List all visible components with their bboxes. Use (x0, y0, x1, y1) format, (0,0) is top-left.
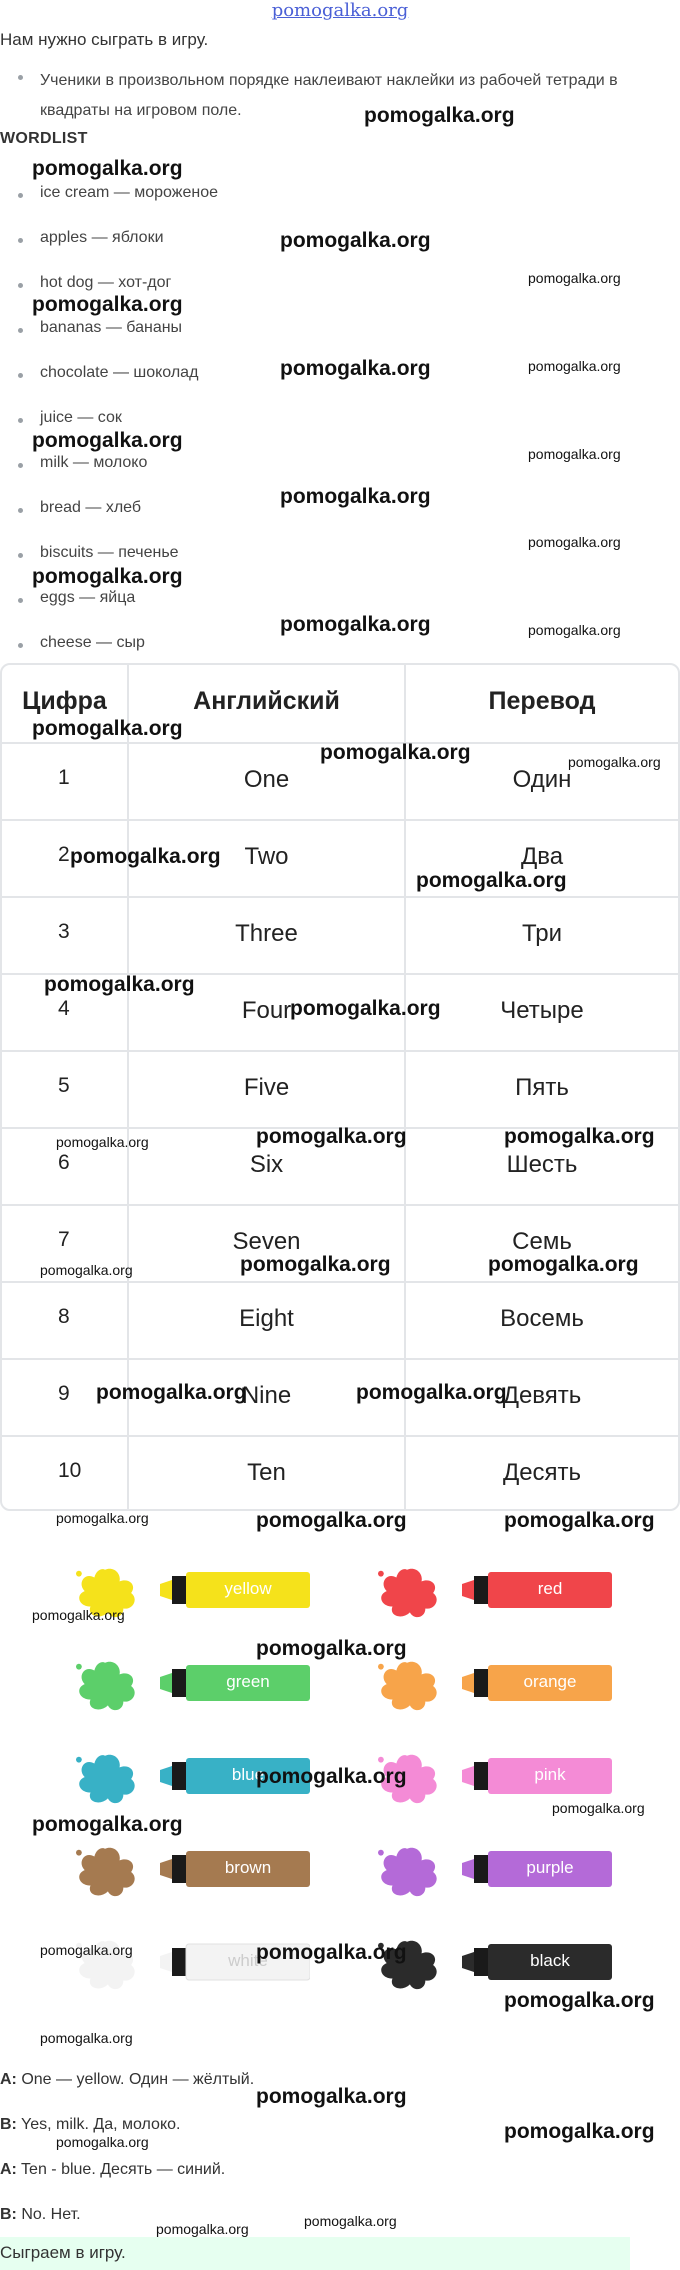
watermark: pomogalka.org (568, 754, 661, 770)
table-row-divider (2, 896, 678, 898)
table-cell-translation: Десять (502, 1459, 582, 1486)
watermark: pomogalka.org (32, 1813, 183, 1836)
watermark: pomogalka.org (290, 997, 441, 1020)
watermark: pomogalka.org (40, 2030, 133, 2046)
watermark: pomogalka.org (32, 157, 183, 180)
table-cell-translation: Два (520, 843, 564, 870)
paint-splat-icon (372, 1843, 442, 1901)
footer-bar (0, 2237, 630, 2270)
watermark: pomogalka.org (44, 973, 195, 996)
watermark: pomogalka.org (256, 1637, 407, 1660)
table-cell-english: Nine (241, 1382, 292, 1409)
dialogue-speaker: B: (0, 2206, 17, 2223)
table-cell-english: Four (241, 997, 292, 1024)
table-cell-digit: 6 (58, 1151, 70, 1174)
watermark: pomogalka.org (528, 270, 621, 286)
watermark: pomogalka.org (256, 1941, 407, 1964)
watermark: pomogalka.org (504, 1509, 655, 1532)
watermark: pomogalka.org (256, 1765, 407, 1788)
color-label: yellow (224, 1579, 272, 1598)
table-cell-english: Seven (232, 1228, 301, 1255)
watermark: pomogalka.org (156, 2221, 249, 2237)
table-cell-translation: Четыре (500, 997, 584, 1024)
table-row-divider (2, 1435, 678, 1437)
wordlist-item-text: juice — сок (40, 409, 122, 426)
color-label: orange (523, 1672, 577, 1691)
table-row-divider (2, 1204, 678, 1206)
watermark: pomogalka.org (40, 1942, 133, 1958)
color-label: black (530, 1951, 570, 1970)
watermark: pomogalka.org (528, 446, 621, 462)
paint-splat-icon (372, 1564, 442, 1622)
watermark: pomogalka.org (416, 869, 567, 892)
watermark: pomogalka.org (488, 1253, 639, 1276)
table-cell-translation: Шесть (506, 1151, 578, 1178)
table-cell-digit: 8 (58, 1305, 70, 1328)
dialogue-line (0, 2116, 180, 2134)
color-label: red (537, 1579, 563, 1598)
watermark: pomogalka.org (280, 229, 431, 252)
watermark: pomogalka.org (56, 1134, 149, 1150)
wordlist-item-text: cheese — сыр (40, 634, 145, 651)
dialogue-speaker: A: (0, 2071, 17, 2088)
dialogue-text: No. Нет. (16, 2206, 81, 2223)
dialogue-speaker: A: (0, 2161, 17, 2178)
site-logo[interactable]: pomogalka.org (271, 0, 409, 21)
wordlist-item-text: bread — хлеб (40, 499, 142, 516)
watermark: pomogalka.org (528, 622, 621, 638)
watermark: pomogalka.org (280, 357, 431, 380)
watermark: pomogalka.org (56, 2134, 149, 2150)
dialogue-text: Ten - blue. Десять — синий. (16, 2161, 226, 2178)
table-header-digit: Цифра (22, 687, 107, 715)
wordlist-item-text: hot dog — хот-дог (40, 274, 172, 291)
watermark: pomogalka.org (256, 2085, 407, 2108)
table-cell-digit: 3 (58, 920, 70, 943)
paint-splat-icon (70, 1843, 140, 1901)
table-cell-translation: Восемь (500, 1305, 584, 1332)
watermark: pomogalka.org (70, 845, 221, 868)
intro-text: Нам нужно сыграть в игру. (0, 30, 209, 49)
watermark: pomogalka.org (304, 2213, 397, 2229)
wordlist-heading: WORDLIST (0, 130, 88, 147)
paint-splat-icon (372, 1657, 442, 1715)
table-row-divider (2, 1358, 678, 1360)
table-cell-digit: 4 (58, 997, 70, 1020)
table-cell-digit: 10 (58, 1459, 82, 1482)
color-label: brown (224, 1858, 272, 1877)
watermark: pomogalka.org (256, 1509, 407, 1532)
watermark: pomogalka.org (256, 1125, 407, 1148)
watermark: pomogalka.org (280, 613, 431, 636)
table-row-divider (2, 1281, 678, 1283)
watermark: pomogalka.org (32, 1607, 125, 1623)
watermark: pomogalka.org (240, 1253, 391, 1276)
watermark: pomogalka.org (32, 565, 183, 588)
table-cell-digit: 5 (58, 1074, 70, 1097)
color-label: blue (231, 1765, 265, 1784)
dialogue-line (0, 2071, 254, 2089)
table-cell-english: Five (243, 1074, 290, 1101)
table-row-divider (2, 819, 678, 821)
table-cell-english: Ten (247, 1459, 286, 1486)
watermark: pomogalka.org (356, 1381, 507, 1404)
wordlist-item-text: bananas — бананы (40, 319, 183, 336)
watermark: pomogalka.org (40, 1262, 133, 1278)
watermark: pomogalka.org (552, 1800, 645, 1816)
color-label: green (226, 1672, 270, 1691)
watermark: pomogalka.org (32, 293, 183, 316)
rules-text: Ученики в произвольном порядке наклеивают наклейки из рабочей тетради в квадраты на игровом поле. (40, 72, 618, 119)
table-cell-english: Three (235, 920, 298, 947)
wordlist-item-text: eggs — яйца (40, 589, 136, 606)
table-cell-translation: Девять (502, 1382, 582, 1409)
table-cell-translation: Семь (512, 1228, 572, 1255)
watermark: pomogalka.org (504, 1125, 655, 1148)
rules-list-item (0, 64, 680, 124)
watermark: pomogalka.org (528, 534, 621, 550)
table-cell-digit: 9 (58, 1382, 70, 1405)
table-cell-translation: Три (521, 920, 563, 947)
dialogue-line (0, 2206, 81, 2224)
table-cell-english: Six (249, 1151, 284, 1178)
watermark: pomogalka.org (32, 429, 183, 452)
table-cell-digit: 2 (58, 843, 70, 866)
wordlist-item-text: milk — молоко (40, 454, 148, 471)
watermark: pomogalka.org (320, 741, 471, 764)
dialogue-line (0, 2161, 225, 2179)
dialogue-speaker: B: (0, 2116, 17, 2133)
table-cell-translation: Пять (515, 1074, 569, 1101)
table-header-english: Английский (193, 687, 340, 715)
wordlist-item-text: chocolate — шоколад (40, 364, 199, 381)
dialogue-text: One — yellow. Один — жёлтый. (16, 2071, 255, 2088)
table-cell-digit: 1 (58, 766, 70, 789)
table-row-divider (2, 1050, 678, 1052)
table-cell-english: Eight (239, 1305, 294, 1332)
wordlist-item-text: apples — яблоки (40, 229, 164, 246)
wordlist-item-text: ice cream — мороженое (40, 184, 218, 201)
table-cell-translation: Один (512, 766, 572, 793)
color-label: white (228, 1951, 268, 1970)
wordlist-item-text: biscuits — печенье (40, 544, 179, 561)
color-label: purple (526, 1858, 574, 1877)
watermark: pomogalka.org (32, 717, 183, 740)
footer-text: Сыграем в игру. (0, 2243, 126, 2262)
table-cell-english: Two (244, 843, 289, 870)
paint-splat-icon (70, 1750, 140, 1808)
watermark: pomogalka.org (504, 2120, 655, 2143)
dialogue-text: Yes, milk. Да, молоко. (16, 2116, 181, 2133)
paint-splat-icon (70, 1657, 140, 1715)
table-cell-digit: 7 (58, 1228, 70, 1251)
watermark: pomogalka.org (280, 485, 431, 508)
watermark: pomogalka.org (96, 1381, 247, 1404)
watermark: pomogalka.org (364, 104, 515, 127)
watermark: pomogalka.org (528, 358, 621, 374)
watermark: pomogalka.org (504, 1989, 655, 2012)
color-label: pink (534, 1765, 566, 1784)
table-header-translation: Перевод (488, 687, 596, 715)
watermark: pomogalka.org (56, 1510, 149, 1526)
table-cell-english: One (243, 766, 290, 793)
